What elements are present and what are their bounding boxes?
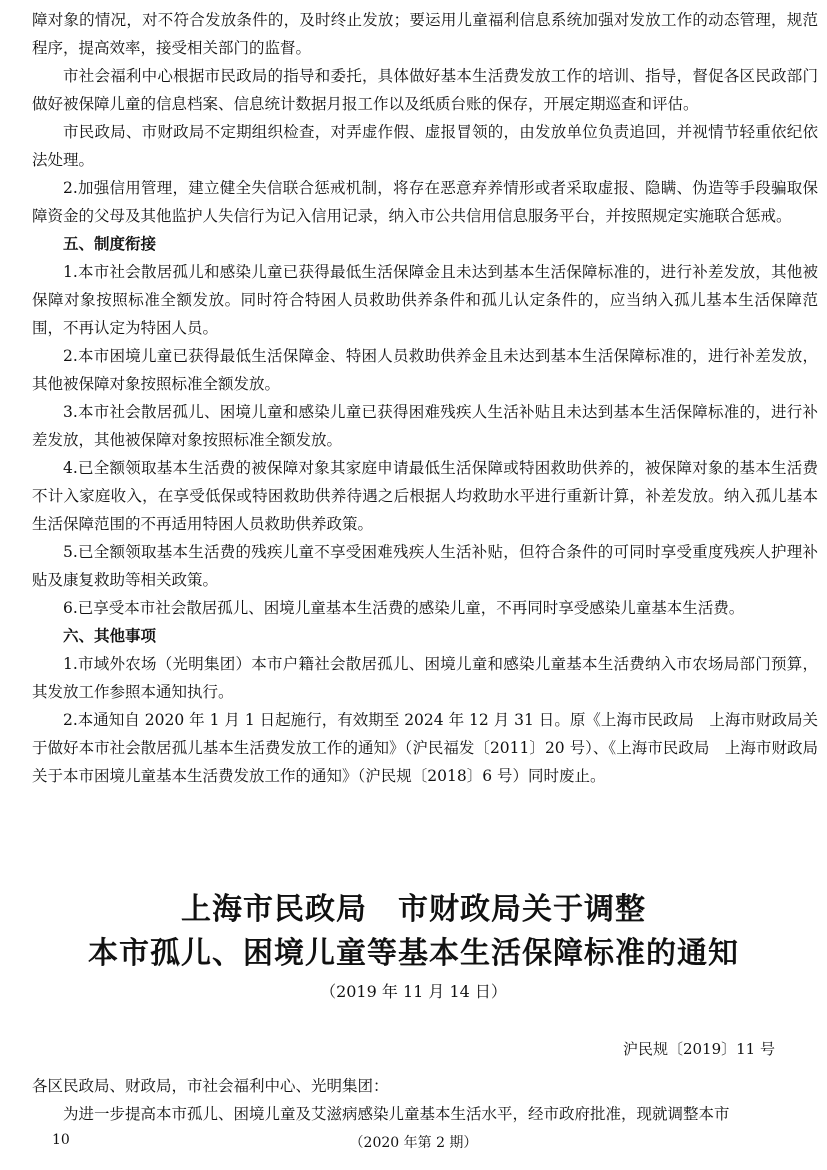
- section-heading-other-matters: 六、其他事项: [63, 626, 157, 645]
- paragraph-inspection: 市民政局、市财政局不定期组织检查，对弄虚作假、虚报冒领的，由发放单位负责追回，并视情节轻重依纪依法处理。: [32, 123, 818, 169]
- recipients-line: 各区民政局、财政局，市社会福利中心、光明集团：: [32, 1077, 389, 1095]
- issue-label: （2020 年第 2 期）: [349, 1135, 478, 1151]
- paragraph-credit-management: 2.加强信用管理，建立健全失信联合惩戒机制，将存在恶意弃养情形或者采取虚报、隐瞒、伪造等手段骗取保障资金的父母及其他监护人失信行为记入信用记录，纳入市公共信用信息服务平台，并按照规定实施联合惩戒。: [32, 179, 818, 225]
- notice-title-block: [0, 888, 827, 1006]
- paragraph-welfare-center: 市社会福利中心根据市民政局的指导和委托，具体做好基本生活费发放工作的培训、指导，督促各区民政部门做好被保障儿童的信息档案、信息统计数据月报工作以及纸质台账的保存，开展定期巡查和评估。: [32, 67, 818, 113]
- paragraph-item-2: 2.本市困境儿童已获得最低生活保障金、特困人员救助供养金且未达到基本生活保障标准的，进行补差发放，其他被保障对象按照标准全额发放。: [32, 347, 818, 393]
- notice-lead-paragraph: 为进一步提高本市孤儿、困境儿童及艾滋病感染儿童基本生活水平，经市政府批准，现就调整本市: [63, 1105, 730, 1123]
- page-number: 10: [52, 1132, 70, 1148]
- paragraph-item-1: 1.本市社会散居孤儿和感染儿童已获得最低生活保障金且未达到基本生活保障标准的，进行补差发放，其他被保障对象按照标准全额发放。同时符合特困人员救助供养条件和孤儿认定条件的，应当纳入孤儿基本生活保障范围，不再认定为特困人员。: [32, 263, 818, 337]
- paragraph-item-4: 4.已全额领取基本生活费的被保障对象其家庭申请最低生活保障或特困救助供养的，被保障对象的基本生活费不计入家庭收入，在享受低保或特困救助供养待遇之后根据人均救助水平进行重新计算，补差发放。纳入孤儿基本生活保障范围的不再适用特困人员救助供养政策。: [32, 459, 818, 533]
- notice-title-line-2: 本市孤儿、困境儿童等基本生活保障标准的通知: [88, 936, 739, 971]
- paragraph-other-2: 2.本通知自 2020 年 1 月 1 日起施行，有效期至 2024 年 12 月 31 日。原《上海市民政局 上海市财政局关于做好本市社会散居孤儿基本生活费发放工作的通知》（沪民福发〔2011〕20 号）、《上海市民政局 上海市财政局关于本市困境儿童基本生活费发放工作的通知》（沪民规〔2018〕6 号）同时废止。: [32, 711, 818, 785]
- body-text: [32, 6, 818, 790]
- paragraph-item-3: 3.本市社会散居孤儿、困境儿童和感染儿童已获得困难残疾人生活补贴且未达到基本生活保障标准的，进行补差发放，其他被保障对象按照标准全额发放。: [32, 403, 818, 449]
- paragraph-other-1: 1.市域外农场（光明集团）本市户籍社会散居孤儿、困境儿童和感染儿童基本生活费纳入市农场局部门预算，其发放工作参照本通知执行。: [32, 655, 818, 701]
- section-heading-policy-connection: 五、制度衔接: [63, 234, 157, 253]
- document-number: 沪民规〔2019〕11 号: [622, 1040, 775, 1058]
- paragraph-item-5: 5.已全额领取基本生活费的残疾儿童不享受困难残疾人生活补贴，但符合条件的可同时享受重度残疾人护理补贴及康复救助等相关政策。: [32, 543, 818, 589]
- notice-date: （2019 年 11 月 14 日）: [320, 982, 507, 1001]
- notice-title-line-1: 上海市民政局 市财政局关于调整: [181, 892, 646, 927]
- paragraph-policy-continuation: 障对象的情况，对不符合发放条件的，及时终止发放；要运用儿童福利信息系统加强对发放工作的动态管理，规范程序，提高效率，接受相关部门的监督。: [32, 11, 818, 57]
- paragraph-item-6: 6.已享受本市社会散居孤儿、困境儿童基本生活费的感染儿童，不再同时享受感染儿童基本生活费。: [63, 599, 745, 617]
